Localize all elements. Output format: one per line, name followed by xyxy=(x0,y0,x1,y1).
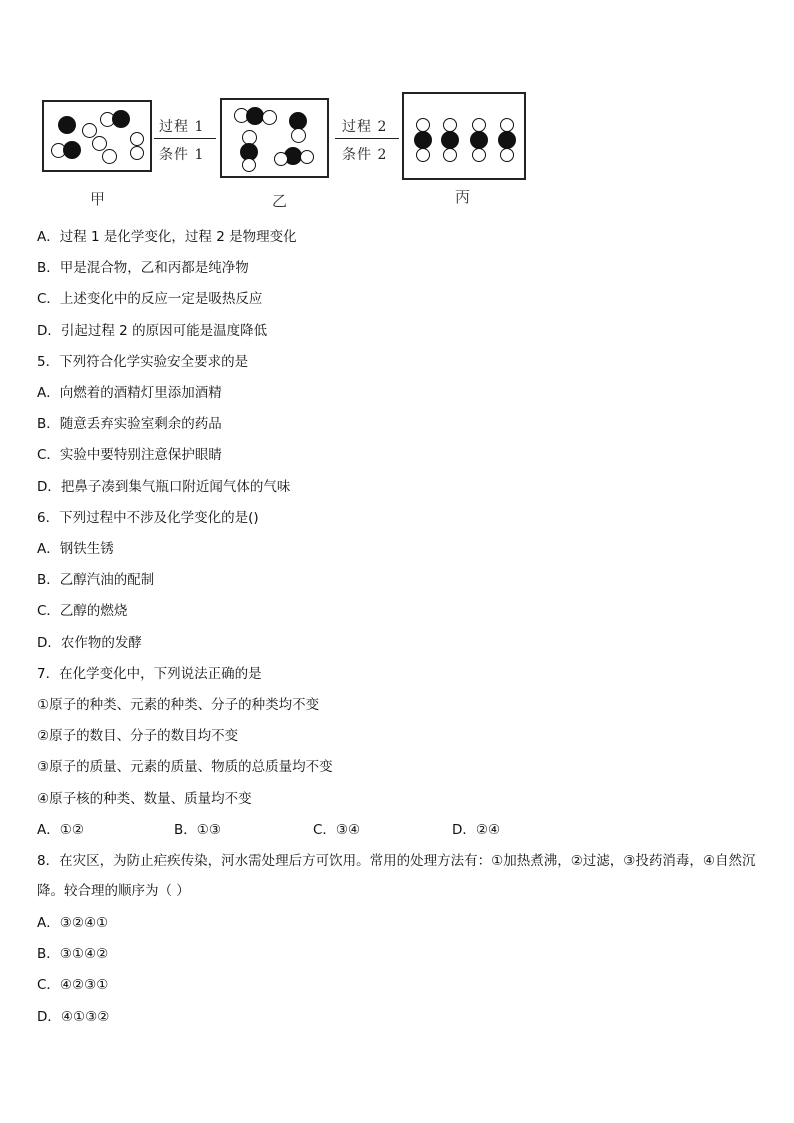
white-atom xyxy=(500,148,514,162)
black-atom xyxy=(414,131,432,149)
q7-option-c: C．③④ xyxy=(313,822,361,838)
q6-option-d: D．农作物的发酵 xyxy=(37,635,142,651)
q4-option-d: D．引起过程 2 的原因可能是温度降低 xyxy=(37,323,268,339)
molecule-diagram xyxy=(40,90,530,220)
white-atom xyxy=(130,132,144,146)
label-jia: 甲 xyxy=(90,190,106,208)
q7-item-3: ③原子的质量、元素的质量、物质的总质量均不变 xyxy=(37,759,333,775)
white-atom xyxy=(416,118,430,132)
black-atom xyxy=(470,131,488,149)
q7-item-4: ④原子核的种类、数量、质量均不变 xyxy=(37,791,252,807)
arrow2-bottom-label: 条件 2 xyxy=(342,147,388,163)
black-atom xyxy=(112,110,130,128)
q7-item-1: ①原子的种类、元素的种类、分子的种类均不变 xyxy=(37,697,320,713)
q7-stem: 7．在化学变化中，下列说法正确的是 xyxy=(37,666,262,682)
q7-option-d: D．②④ xyxy=(452,822,501,838)
black-atom xyxy=(63,141,81,159)
q7-item-2: ②原子的数目、分子的数目均不变 xyxy=(37,728,239,744)
box-yi xyxy=(220,98,329,178)
q6-option-b: B．乙醇汽油的配制 xyxy=(37,572,155,588)
white-atom xyxy=(472,148,486,162)
q8-option-d: D．④①③② xyxy=(37,1009,110,1025)
q4-option-b: B．甲是混合物，乙和丙都是纯净物 xyxy=(37,260,249,276)
label-bing: 丙 xyxy=(455,188,471,206)
white-atom xyxy=(416,148,430,162)
q5-option-a: A．向燃着的酒精灯里添加酒精 xyxy=(37,385,222,401)
q8-option-a: A．③②④① xyxy=(37,915,109,931)
white-atom xyxy=(500,118,514,132)
white-atom xyxy=(242,158,256,172)
q5-option-d: D．把鼻子凑到集气瓶口附近闻气体的气味 xyxy=(37,479,291,495)
white-atom xyxy=(300,150,314,164)
white-atom xyxy=(443,148,457,162)
arrow1-bottom-label: 条件 1 xyxy=(159,147,205,163)
box-bing xyxy=(402,92,526,180)
q4-option-c: C．上述变化中的反应一定是吸热反应 xyxy=(37,291,263,307)
white-atom xyxy=(130,146,144,160)
arrow1-line xyxy=(154,138,216,139)
q8-stem: 8．在灾区，为防止疟疾传染，河水需处理后方可饮用。常用的处理方法有：①加热煮沸，②过滤，③投药消毒，④自然沉降。较合理的顺序为（ ） xyxy=(37,853,756,899)
q4-option-a: A．过程 1 是化学变化，过程 2 是物理变化 xyxy=(37,229,297,245)
q7-option-a: A．①② xyxy=(37,822,84,838)
black-atom xyxy=(498,131,516,149)
white-atom xyxy=(274,152,288,166)
white-atom xyxy=(443,118,457,132)
arrow2-top-label: 过程 2 xyxy=(342,119,388,135)
q5-stem: 5．下列符合化学实验安全要求的是 xyxy=(37,354,249,370)
arrow1-top-label: 过程 1 xyxy=(159,119,205,135)
q6-stem: 6．下列过程中不涉及化学变化的是() xyxy=(37,510,259,526)
white-atom xyxy=(262,110,277,125)
box-jia xyxy=(42,100,152,172)
q8-option-b: B．③①④② xyxy=(37,946,109,962)
white-atom xyxy=(102,149,117,164)
white-atom xyxy=(291,128,306,143)
arrow2-line xyxy=(335,138,399,139)
white-atom xyxy=(92,136,107,151)
white-atom xyxy=(472,118,486,132)
q6-option-c: C．乙醇的燃烧 xyxy=(37,603,128,619)
q5-option-b: B．随意丢弃实验室剩余的药品 xyxy=(37,416,222,432)
q8-option-c: C．④②③① xyxy=(37,977,109,993)
label-yi: 乙 xyxy=(272,192,288,210)
q5-option-c: C．实验中要特别注意保护眼睛 xyxy=(37,447,222,463)
white-atom xyxy=(82,123,97,138)
black-atom xyxy=(441,131,459,149)
q7-option-b: B．①③ xyxy=(174,822,221,838)
black-atom xyxy=(58,116,76,134)
q6-option-a: A．钢铁生锈 xyxy=(37,541,114,557)
